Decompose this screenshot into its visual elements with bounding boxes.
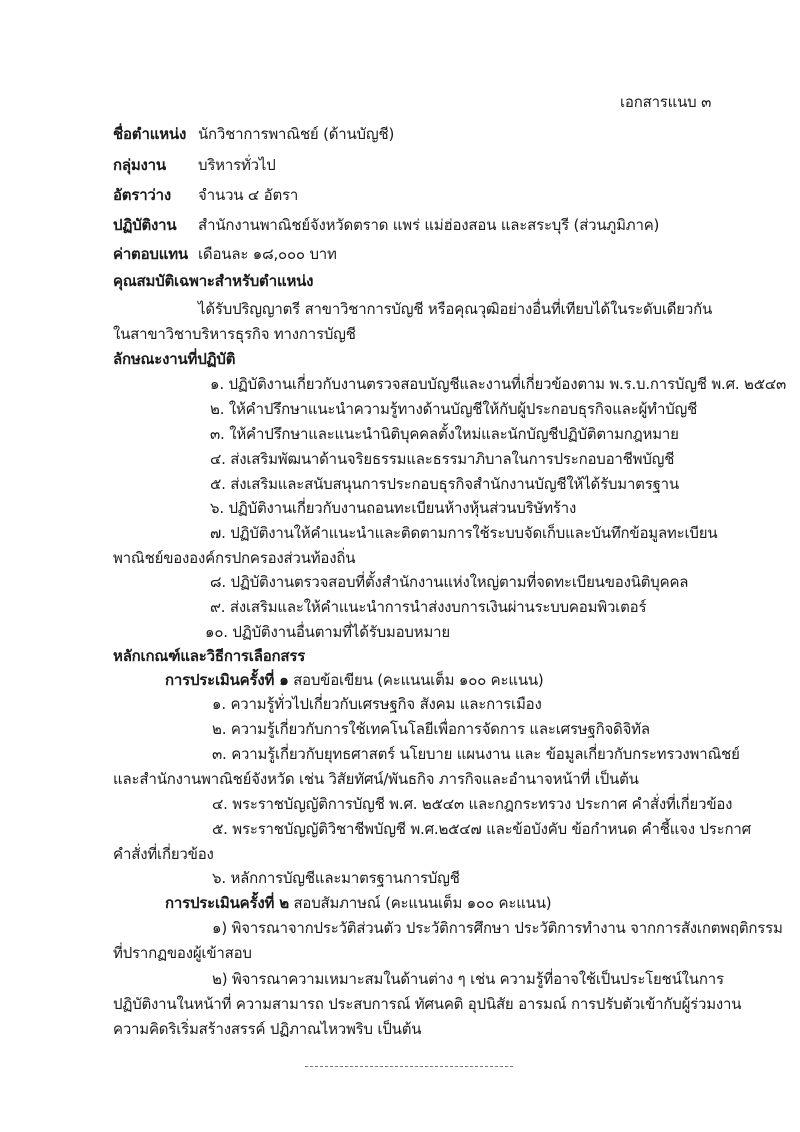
round1-description: สอบข้อเขียน (คะแนนเต็ม ๑๐๐ คะแนน) bbox=[288, 671, 544, 689]
attachment-reference: เอกสารแนบ ๓ bbox=[620, 93, 712, 111]
work-group-value: บริหารทั่วไป bbox=[198, 156, 276, 174]
duty-item: ๒. ให้คำปรึกษาแนะนำความรู้ทางด้านบัญชีให้กับผู้ประกอบธุรกิจและผู้ทำบัญชี bbox=[210, 400, 698, 418]
round1-item: ๑. ความรู้ทั่วไปเกี่ยวกับเศรษฐกิจ สังคม และการเมือง bbox=[212, 695, 542, 713]
duty-item: ๘. ปฏิบัติงานตรวจสอบที่ตั้งสำนักงานแห่งใหญ่ตามที่จดทะเบียนของนิติบุคคล bbox=[210, 573, 689, 591]
selection-heading: หลักเกณฑ์และวิธีการเลือกสรร bbox=[113, 647, 306, 665]
duty-item: ๙. ส่งเสริมและให้คำแนะนำการนำส่งงบการเงินผ่านระบบคอมพิวเตอร์ bbox=[210, 598, 647, 616]
compensation-label: ค่าตอบแทน bbox=[113, 245, 188, 263]
round1-item: ๓. ความรู้เกี่ยวกับยุทธศาสตร์ นโยบาย แผนงาน และ ข้อมูลเกี่ยวกับกระทรวงพาณิชย์ bbox=[212, 745, 740, 763]
round2-item-continuation: ที่ปรากฏของผู้เข้าสอบ bbox=[113, 944, 252, 962]
qualifications-line: ได้รับปริญญาตรี สาขาวิชาการบัญชี หรือคุณวุฒิอย่างอื่นที่เทียบได้ในระดับเดียวกัน bbox=[198, 300, 713, 318]
round1-item: ๖. หลักการบัญชีและมาตรฐานการบัญชี bbox=[212, 869, 460, 887]
position-title-value: นักวิชาการพาณิชย์ (ด้านบัญชี) bbox=[198, 125, 395, 143]
duty-item-continuation: พาณิชย์ขององค์กรปกครองส่วนท้องถิ่น bbox=[113, 549, 356, 567]
qualifications-heading: คุณสมบัติเฉพาะสำหรับตำแหน่ง bbox=[113, 272, 314, 290]
round2-item: ๒) พิจารณาความเหมาะสมในด้านต่าง ๆ เช่น ความรู้ที่อาจใช้เป็นประโยชน์ในการ bbox=[212, 970, 724, 988]
round2-title: การประเมินครั้งที่ ๒ bbox=[165, 894, 289, 912]
round1-item-continuation: คำสั่งที่เกี่ยวข้อง bbox=[113, 845, 214, 863]
duty-item: ๓. ให้คำปรึกษาและแนะนำนิติบุคคลตั้งใหม่และนักบัญชีปฏิบัติตามกฎหมาย bbox=[210, 425, 679, 443]
duties-heading: ลักษณะงานที่ปฏิบัติ bbox=[113, 350, 236, 368]
vacancy-label: อัตราว่าง bbox=[113, 186, 171, 204]
round2-heading bbox=[165, 893, 551, 913]
duty-item: ๔. ส่งเสริมพัฒนาด้านจริยธรรมและธรรมาภิบาลในการประกอบอาชีพบัญชี bbox=[210, 450, 675, 468]
workplace-label: ปฏิบัติงาน bbox=[113, 216, 177, 234]
duty-item: ๕. ส่งเสริมและสนับสนุนการประกอบธุรกิจสำนักงานบัญชีให้ได้รับมาตรฐาน bbox=[210, 475, 679, 493]
round1-item: ๔. พระราชบัญญัติการบัญชี พ.ศ. ๒๕๔๓ และกฎกระทรวง ประกาศ คำสั่งที่เกี่ยวข้อง bbox=[212, 795, 733, 813]
duty-item: ๑๐. ปฏิบัติงานอื่นตามที่ได้รับมอบหมาย bbox=[205, 623, 450, 641]
qualifications-line: ในสาขาวิชาบริหารธุรกิจ ทางการบัญชี bbox=[113, 325, 356, 343]
round1-item-continuation: และสำนักงานพาณิชย์จังหวัด เช่น วิสัยทัศน์/พันธกิจ ภารกิจและอำนาจหน้าที่ เป็นต้น bbox=[113, 770, 639, 788]
round1-item: ๕. พระราชบัญญัติวิชาชีพบัญชี พ.ศ.๒๕๔๗ และข้อบังคับ ข้อกำหนด คำชี้แจง ประกาศ bbox=[212, 820, 751, 838]
round1-item: ๒. ความรู้เกี่ยวกับการใช้เทคโนโลยีเพื่อการจัดการ และเศรษฐกิจดิจิทัล bbox=[212, 720, 650, 738]
compensation-value: เดือนละ ๑๘,๐๐๐ บาท bbox=[198, 245, 337, 263]
end-divider bbox=[305, 1066, 513, 1067]
duty-item: ๖. ปฏิบัติงานเกี่ยวกับงานถอนทะเบียนห้างหุ้นส่วนบริษัทร้าง bbox=[210, 499, 577, 517]
round2-item: ๑) พิจารณาจากประวัติส่วนตัว ประวัติการศึกษา ประวัติการทำงาน จากการสังเกตพฤติกรรม bbox=[212, 919, 783, 937]
round1-title: การประเมินครั้งที่ ๑ bbox=[165, 671, 289, 689]
work-group-label: กลุ่มงาน bbox=[113, 156, 166, 174]
position-title-label: ชื่อตำแหน่ง bbox=[113, 125, 187, 143]
round2-item-continuation: ปฏิบัติงานในหน้าที่ ความสามารถ ประสบการณ์ ทัศนคติ อุปนิสัย อารมณ์ การปรับตัวเข้ากับผู้ร่วมงาน bbox=[113, 995, 742, 1013]
duty-item: ๗. ปฏิบัติงานให้คำแนะนำและติดตามการใช้ระบบจัดเก็บและบันทึกข้อมูลทะเบียน bbox=[210, 524, 718, 542]
vacancy-value: จำนวน ๔ อัตรา bbox=[198, 186, 299, 204]
duty-item: ๑. ปฏิบัติงานเกี่ยวกับงานตรวจสอบบัญชีและงานที่เกี่ยวข้องตาม พ.ร.บ.การบัญชี พ.ศ. ๒๕๔๓ bbox=[210, 375, 787, 393]
round2-description: สอบสัมภาษณ์ (คะแนนเต็ม ๑๐๐ คะแนน) bbox=[288, 894, 552, 912]
workplace-value: สำนักงานพาณิชย์จังหวัดตราด แพร่ แม่ฮ่องสอน และสระบุรี (ส่วนภูมิภาค) bbox=[198, 216, 660, 234]
round1-heading bbox=[165, 670, 544, 690]
round2-item-continuation: ความคิดริเริ่มสร้างสรรค์ ปฏิภาณไหวพริบ เป็นต้น bbox=[113, 1020, 422, 1038]
